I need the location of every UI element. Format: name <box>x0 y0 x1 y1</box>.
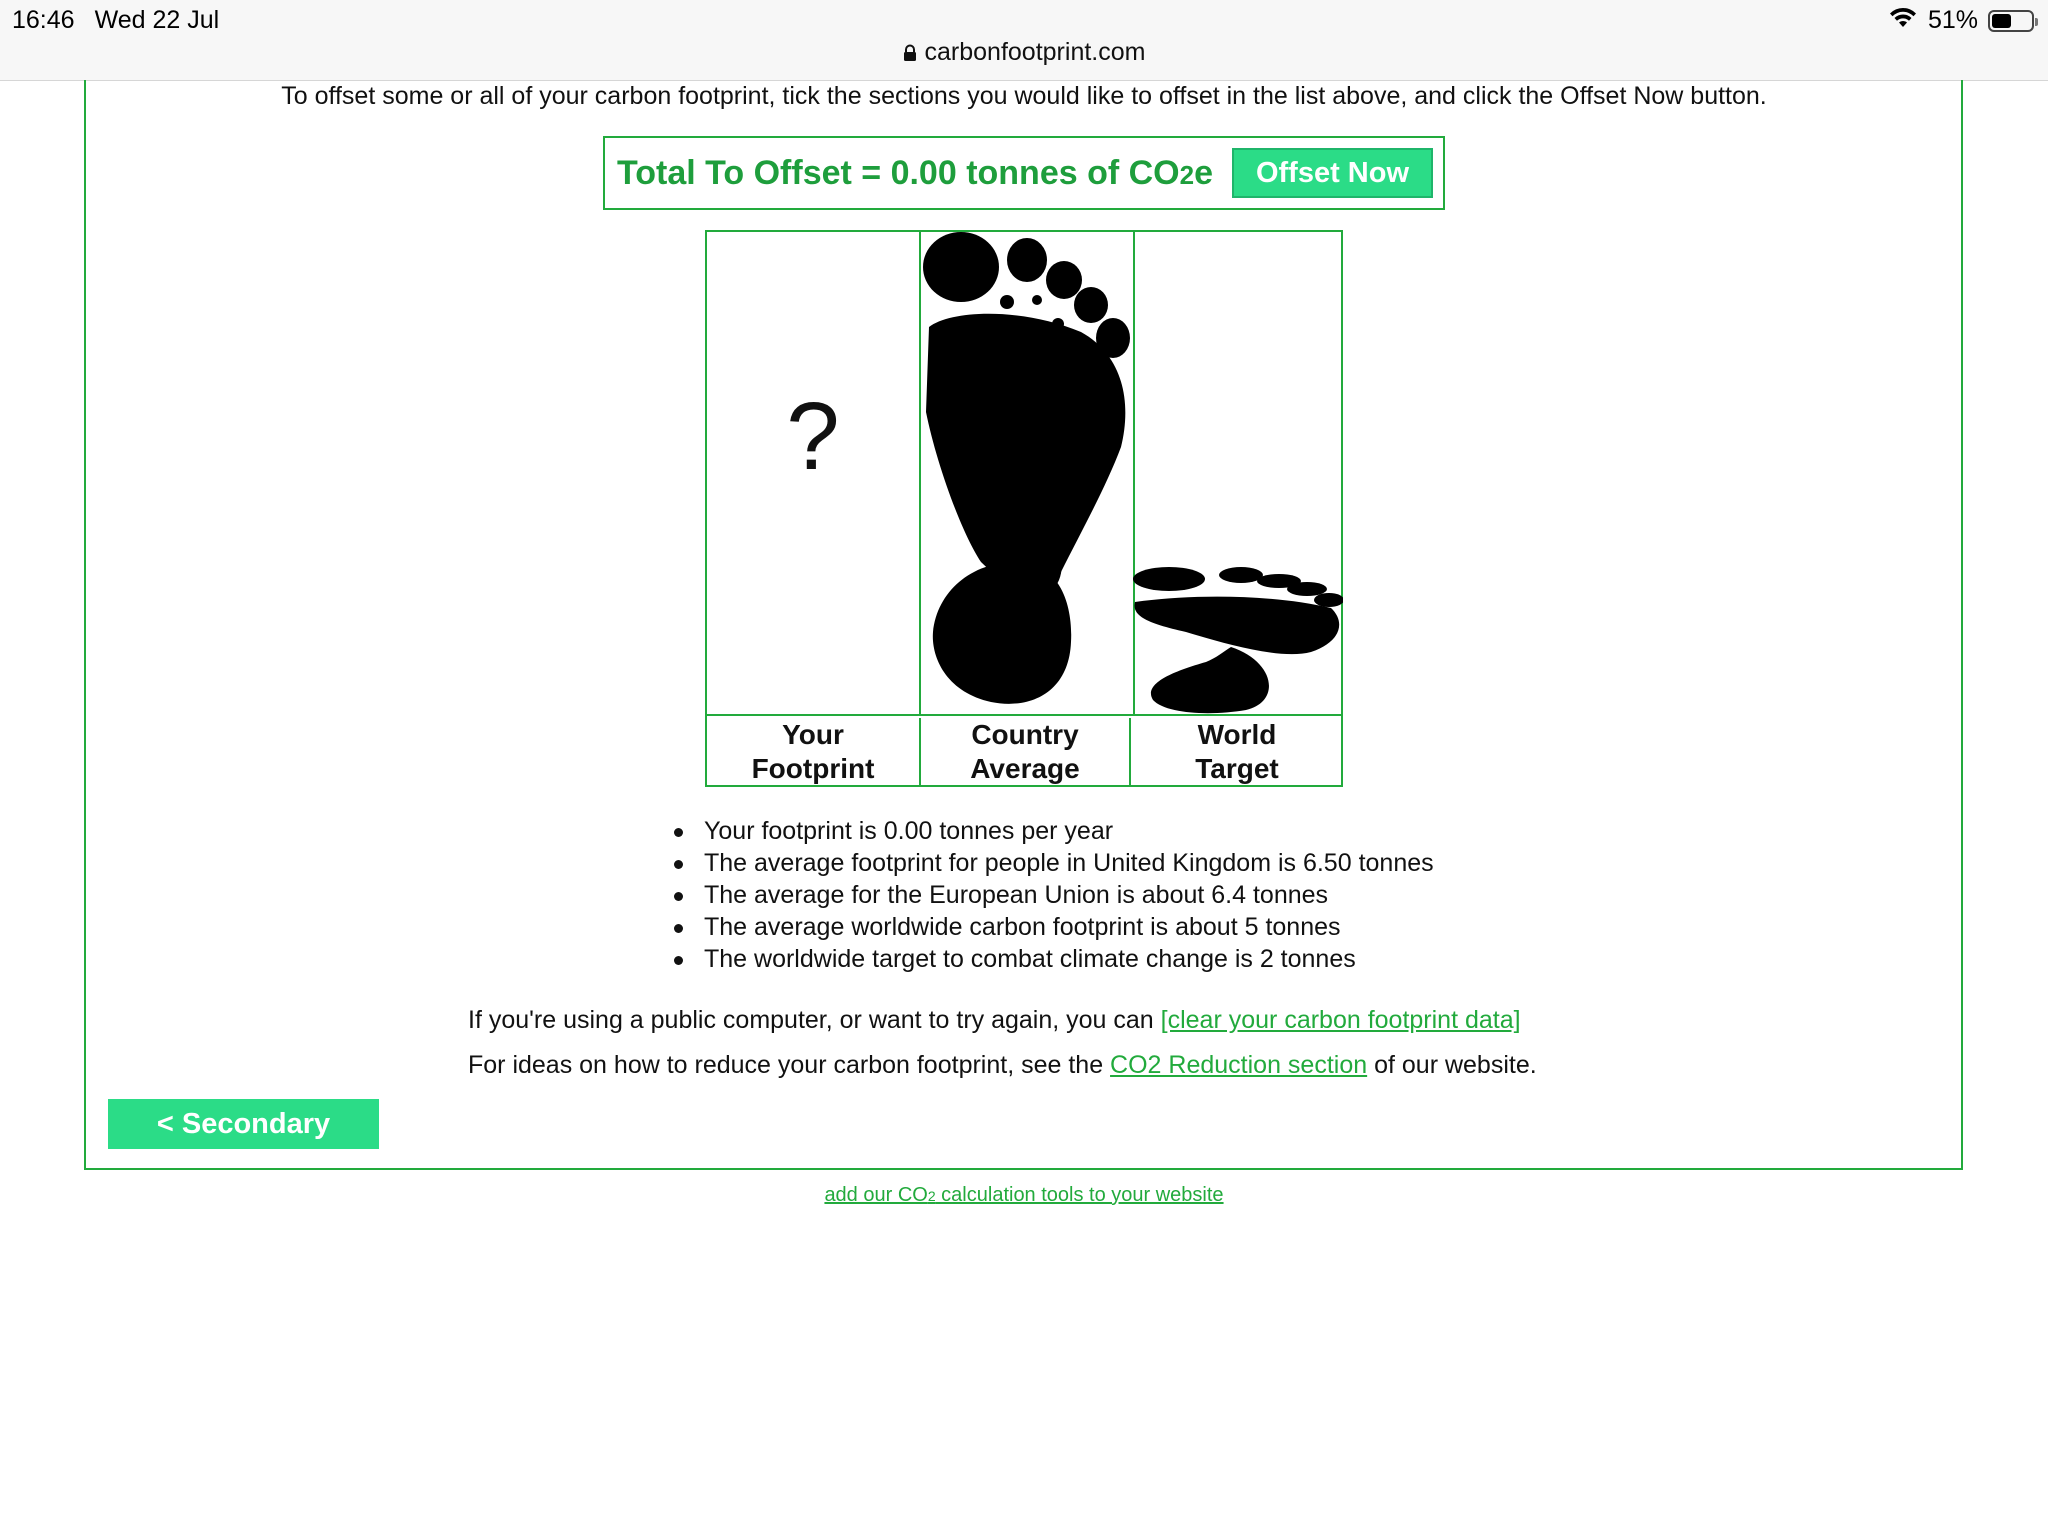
url-text: carbonfootprint.com <box>924 38 1146 66</box>
lock-icon <box>903 40 917 69</box>
status-date: Wed 22 Jul <box>94 6 220 34</box>
wifi-icon <box>1888 6 1918 35</box>
clear-data-link[interactable]: [clear your carbon footprint data] <box>1160 1006 1521 1034</box>
footprint-comparison-table <box>705 230 1343 787</box>
reduction-note: For ideas on how to reduce your carbon footprint, see the CO2 Reduction section of our website. <box>468 1051 1537 1079</box>
battery-level <box>1992 14 2011 28</box>
your-footprint-label: Your Footprint <box>751 719 875 784</box>
list-item: Your footprint is 0.00 tonnes per year <box>668 815 1434 847</box>
country-average-cell <box>919 232 1135 715</box>
offset-instructions: To offset some or all of your carbon footprint, tick the sections you would like to offset in the list above, and click the Offset Now button. <box>281 82 1767 110</box>
status-bar <box>0 0 2048 81</box>
table-divider <box>707 714 1341 716</box>
world-target-cell <box>1131 232 1343 715</box>
status-right <box>1888 6 2034 35</box>
public-computer-note: If you're using a public computer, or want to try again, you can [clear your carbon footprint data] <box>468 1006 1521 1034</box>
list-item: The worldwide target to combat climate change is 2 tonnes <box>668 943 1434 975</box>
offset-now-button[interactable]: Offset Now <box>1232 148 1433 198</box>
status-time-date <box>12 6 219 35</box>
your-footprint-cell <box>707 232 919 715</box>
country-average-label: Country Average <box>919 718 1131 787</box>
footer <box>0 1184 2048 1207</box>
list-item: The average for the European Union is about 6.4 tonnes <box>668 879 1434 911</box>
co2-reduction-link[interactable]: CO2 Reduction section <box>1110 1051 1368 1079</box>
large-footprint-icon <box>921 232 1131 715</box>
battery-icon <box>1988 10 2034 32</box>
total-offset-box <box>603 136 1445 210</box>
list-item: The average footprint for people in United Kingdom is 6.50 tonnes <box>668 847 1434 879</box>
small-footprint-icon <box>1131 232 1343 715</box>
battery-percent: 51% <box>1927 6 1978 34</box>
address-bar[interactable] <box>0 38 2048 69</box>
list-item: The average worldwide carbon footprint is about 5 tonnes <box>668 911 1434 943</box>
status-time: 16:46 <box>12 6 75 34</box>
world-target-label: World Target <box>1195 719 1279 784</box>
unknown-footprint-mark: ? <box>786 383 840 490</box>
add-tools-link[interactable]: add our CO2 calculation tools to your website <box>824 1184 1224 1206</box>
secondary-back-button[interactable]: < Secondary <box>108 1099 379 1149</box>
total-offset-label: Total To Offset = 0.00 tonnes of CO2e <box>617 154 1214 192</box>
footprint-facts-list <box>668 815 1434 975</box>
